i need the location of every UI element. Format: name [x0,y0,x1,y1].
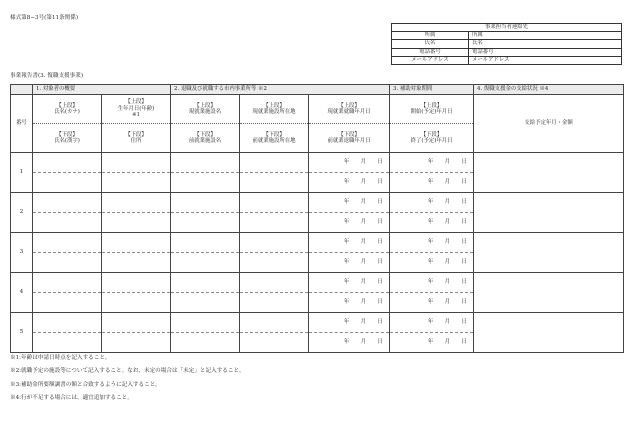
lower-header: 【下段】 前就業退職年月日 [309,124,390,153]
lower-header: 【下段】 終了(予定)年月日 [390,124,474,153]
date-cell[interactable]: 年 月 日 [309,333,390,353]
contact-label: 電話番号 [392,48,469,56]
entry-cell[interactable] [33,153,102,173]
entry-cell[interactable] [102,253,171,273]
entry-cell[interactable] [102,233,171,253]
entry-cell[interactable] [33,253,102,273]
note: ※4:行が不足する場合には、適宜追加すること。 [10,394,133,401]
upper-header: 【上段】 現就業施設名 [171,95,240,124]
entry-cell[interactable] [102,293,171,313]
lower-header: 【下段】 前就業施設名 [171,124,240,153]
upper-header: 【上段】 開始(予定)年月日 [390,95,474,124]
date-cell[interactable]: 年 月 日 [390,153,474,173]
entry-cell[interactable] [102,273,171,293]
date-cell[interactable]: 年 月 日 [390,313,474,333]
entry-cell[interactable] [33,193,102,213]
date-cell[interactable]: 年 月 日 [309,293,390,313]
date-cell[interactable]: 年 月 日 [390,233,474,253]
section-header: 4. 復職支援金の支給状況 ※4 [474,85,624,95]
contact-label: メールアドレス [392,56,469,64]
entry-cell[interactable] [33,173,102,193]
entry-cell[interactable] [33,313,102,333]
entry-cell[interactable] [171,153,240,173]
entry-cell[interactable] [33,293,102,313]
contact-value[interactable]: メールアドレス [469,56,622,64]
note: ※3:補助金所要額調書の額と合致するように記入すること。 [10,381,161,388]
entry-cell[interactable] [240,293,309,313]
report-title: 事業報告書(3. 復職支援事業) [10,73,84,79]
note: ※1:年齢は申請日時点を記入すること。 [10,355,111,361]
report-table [10,84,624,353]
date-cell[interactable]: 年 月 日 [309,193,390,213]
date-cell[interactable]: 年 月 日 [309,273,390,293]
row-number: 1 [11,153,33,193]
row-number: 4 [11,273,33,313]
entry-cell[interactable] [102,333,171,353]
payment-cell[interactable] [474,313,624,353]
note: ※2:就職予定の施設等について記入すること。なお、未定の場合は「未定」と記入すること。 [10,368,245,375]
date-cell[interactable]: 年 月 日 [309,153,390,173]
date-cell[interactable]: 年 月 日 [390,253,474,273]
entry-cell[interactable] [171,233,240,253]
section-blank [11,85,33,95]
payment-cell[interactable] [474,273,624,313]
entry-cell[interactable] [102,313,171,333]
entry-cell[interactable] [102,153,171,173]
entry-cell[interactable] [240,253,309,273]
section-header: 1. 対象者の概要 [33,85,171,95]
entry-cell[interactable] [171,213,240,233]
entry-cell[interactable] [240,313,309,333]
entry-cell[interactable] [171,173,240,193]
payment-cell[interactable] [474,153,624,193]
notes [10,352,245,405]
section-header: 2. 退職及び就職する市内事業所等 ※2 [171,85,390,95]
section-header: 3. 補助対象期間 [390,85,474,95]
date-cell[interactable]: 年 月 日 [390,293,474,313]
entry-cell[interactable] [102,193,171,213]
date-cell[interactable]: 年 月 日 [390,193,474,213]
entry-cell[interactable] [240,173,309,193]
contact-table [391,23,622,65]
upper-header: 【上段】 現就業就職年月日 [309,95,390,124]
entry-cell[interactable] [102,173,171,193]
date-cell[interactable]: 年 月 日 [390,213,474,233]
payment-cell[interactable] [474,193,624,233]
entry-cell[interactable] [240,333,309,353]
upper-header: 【上段】 氏名(カナ) [33,95,102,124]
contact-header: 事業担当者連絡先 [392,24,622,32]
row-number: 2 [11,193,33,233]
entry-cell[interactable] [171,293,240,313]
entry-cell[interactable] [102,213,171,233]
contact-label: 所属 [392,32,469,40]
date-cell[interactable]: 年 月 日 [390,173,474,193]
entry-cell[interactable] [171,273,240,293]
date-cell[interactable]: 年 月 日 [390,273,474,293]
upper-header: 【上段】 生年月日(年齢) ※1 [102,95,171,124]
entry-cell[interactable] [33,213,102,233]
date-cell[interactable]: 年 月 日 [309,173,390,193]
payment-header: 支給予定年月・金額 [474,95,624,153]
entry-cell[interactable] [240,273,309,293]
entry-cell[interactable] [240,233,309,253]
entry-cell[interactable] [171,253,240,273]
date-cell[interactable]: 年 月 日 [309,213,390,233]
contact-label: 氏名 [392,40,469,48]
payment-cell[interactable] [474,233,624,273]
entry-cell[interactable] [33,233,102,253]
date-cell[interactable]: 年 月 日 [309,233,390,253]
entry-cell[interactable] [240,193,309,213]
contact-value[interactable]: 電話番号 [469,48,622,56]
form-id: 様式第8−3号(第11条関係) [10,15,79,21]
contact-value[interactable]: 所属 [469,32,622,40]
number-header: 番号 [11,95,33,153]
row-number: 5 [11,313,33,353]
lower-header: 【下段】 前就業施設所在地 [240,124,309,153]
entry-cell[interactable] [171,333,240,353]
lower-header: 【下段】 住所 [102,124,171,153]
entry-cell[interactable] [240,213,309,233]
entry-cell[interactable] [33,273,102,293]
entry-cell[interactable] [33,333,102,353]
lower-header: 【下段】 氏名(漢字) [33,124,102,153]
entry-cell[interactable] [171,193,240,213]
date-cell[interactable]: 年 月 日 [309,313,390,333]
date-cell[interactable]: 年 月 日 [309,253,390,273]
row-number: 3 [11,233,33,273]
date-cell[interactable]: 年 月 日 [390,333,474,353]
contact-value[interactable]: 氏名 [469,40,622,48]
upper-header: 【上段】 現就業施設所在地 [240,95,309,124]
entry-cell[interactable] [240,153,309,173]
entry-cell[interactable] [171,313,240,333]
